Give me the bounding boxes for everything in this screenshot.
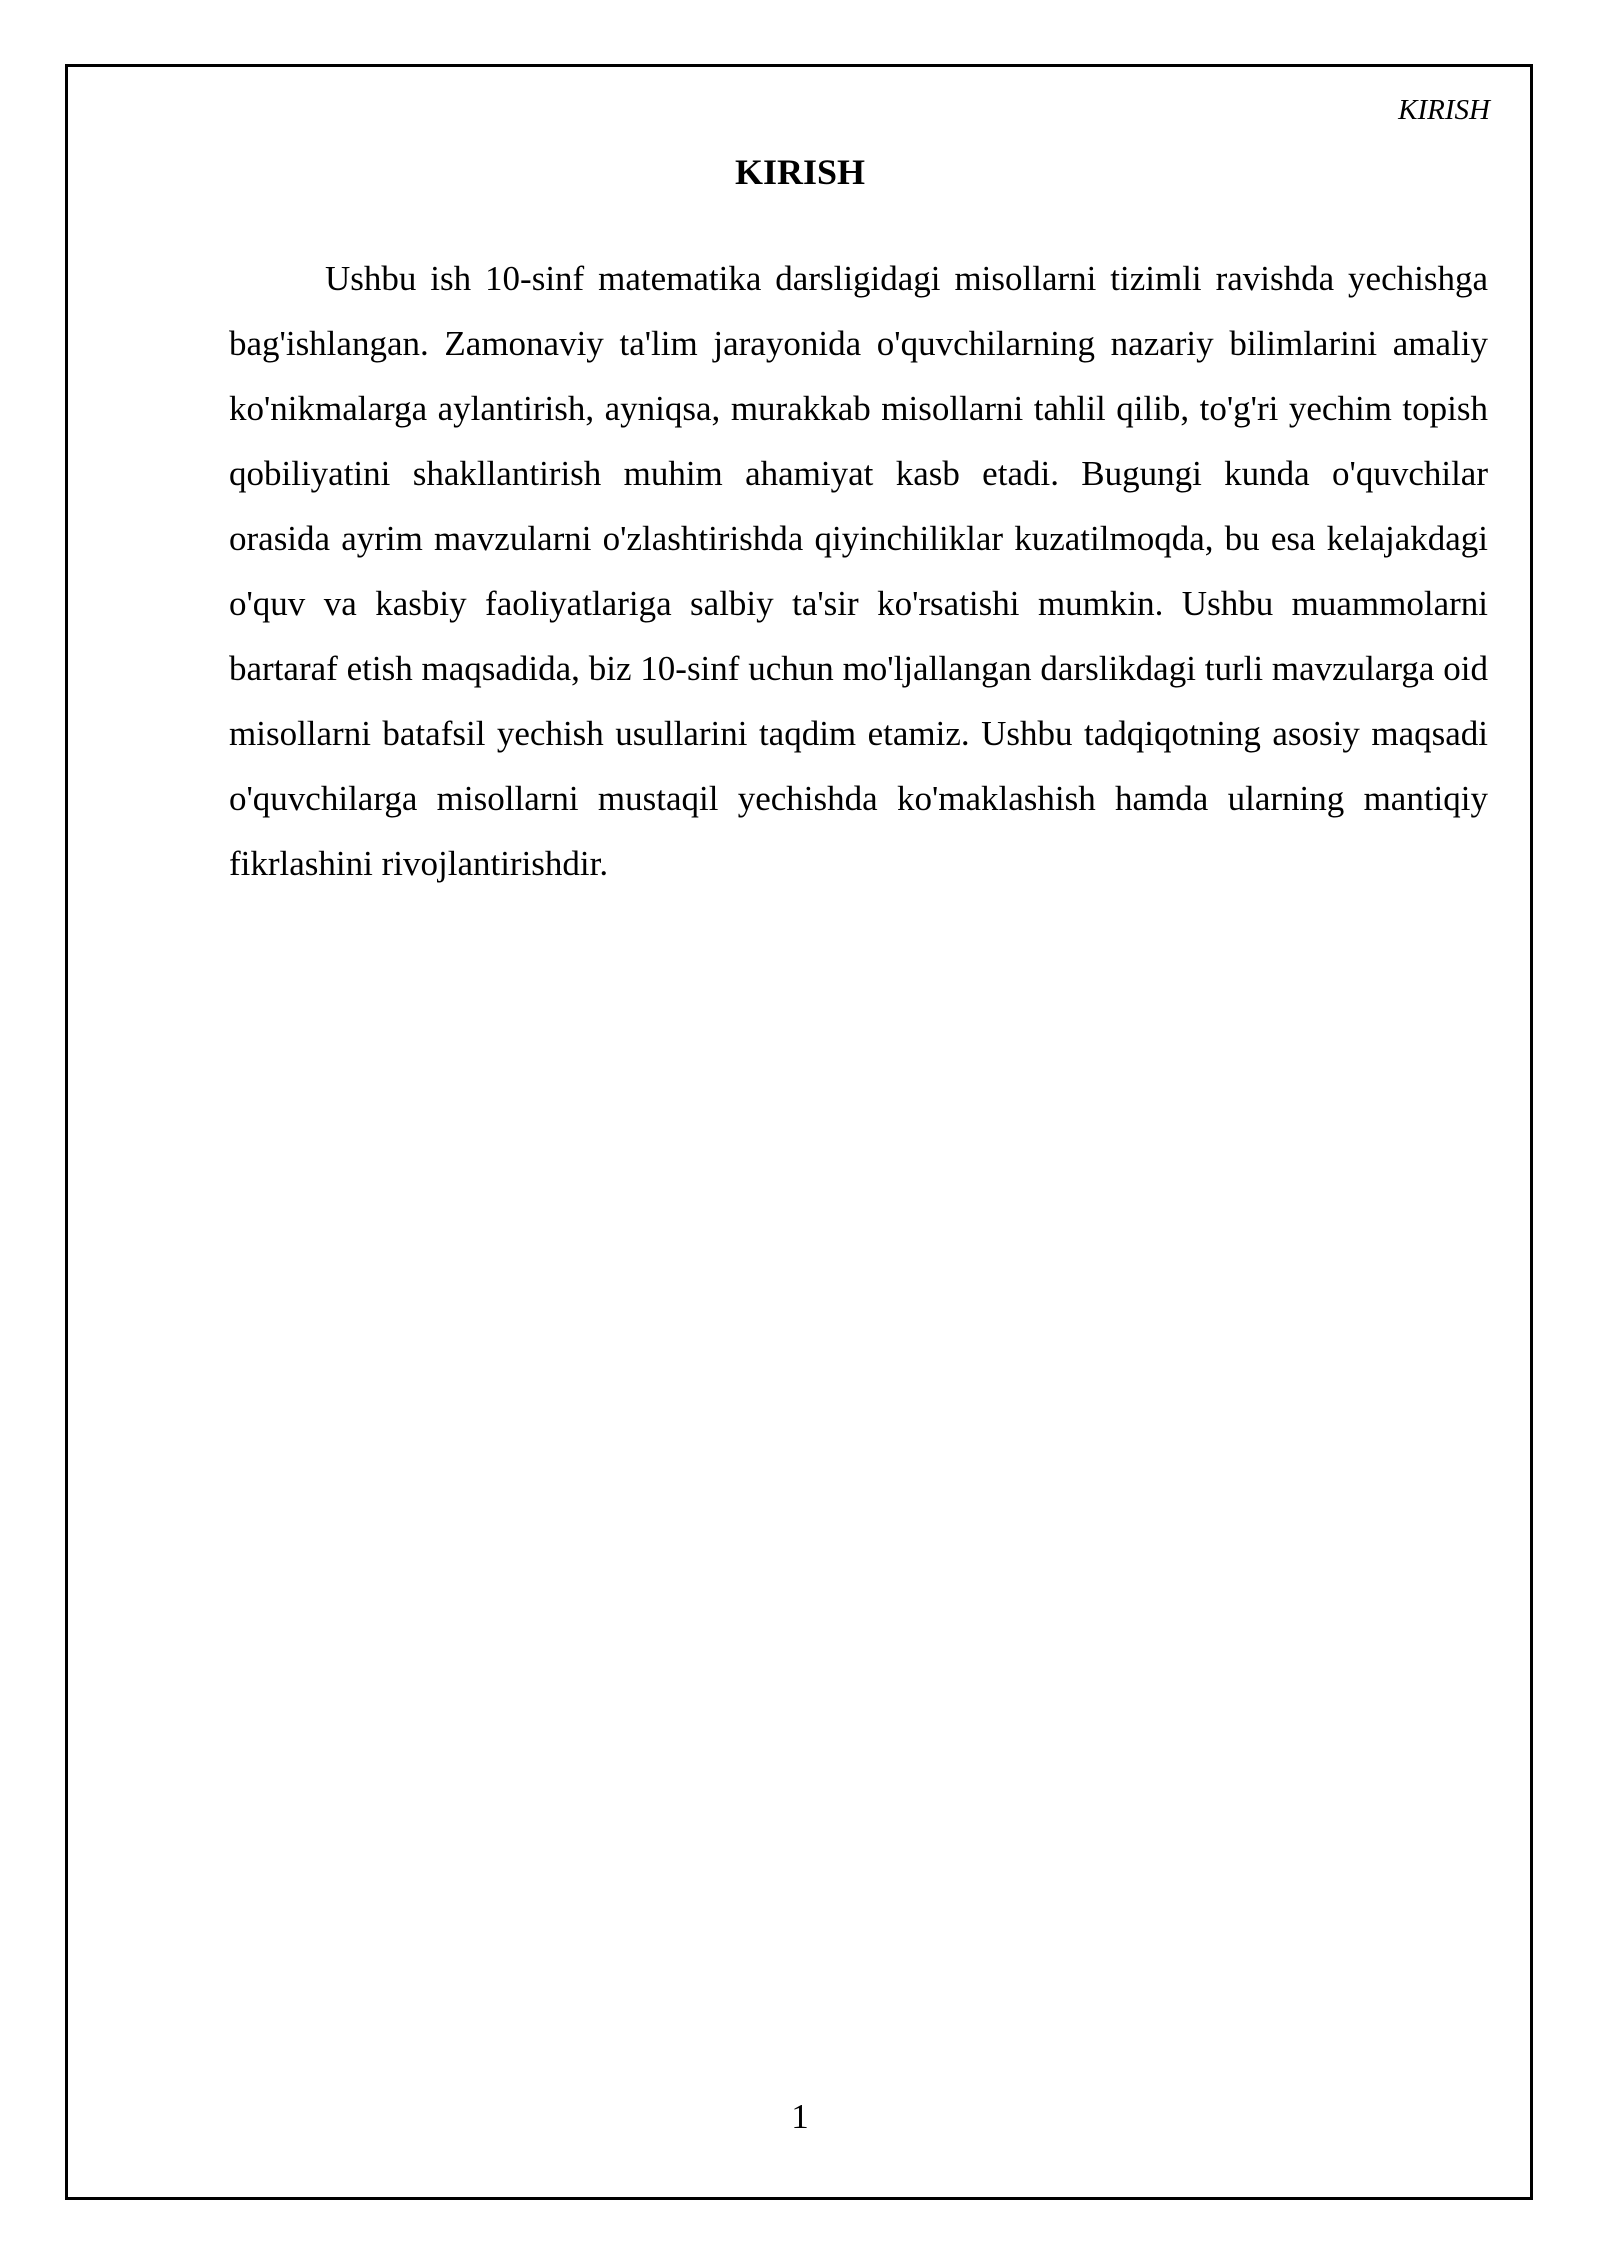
page-number: 1	[791, 2097, 809, 2136]
running-header: KIRISH	[1398, 94, 1490, 126]
page-title: KIRISH	[734, 152, 866, 192]
body-paragraph: Ushbu ish 10-sinf matematika darsligidagi misollarni tizimli ravishda yechishga bag'ishlangan. Zamonaviy ta'lim jarayonida o'quvchilarning nazariy bilimlarini amaliy ko'nikmalarga aylantirish, ayniqsa, murakkab misollarni tahlil qilib, to'g'ri yechim topish qobiliyatini shakllantirish muhim ahamiyat kasb etadi. Bugungi kunda o'quvchilar orasida ayrim mavzularni o'zlashtirishda qiyinchiliklar kuzatilmoqda, bu esa kelajakdagi o'quv va kasbiy faoliyatlariga salbiy ta'sir ko'rsatishi mumkin. Ushbu muammolarni bartaraf etish maqsadida, biz 10-sinf uchun mo'ljallangan darslikdagi turli mavzularga oid misollarni batafsil yechish usullarini taqdim etamiz. Ushbu tadqiqotning asosiy maqsadi o'quvchilarga misollarni mustaqil yechishda ko'maklashish hamda ularning mantiqiy fikrlashini rivojlantirishdir.	[229, 259, 1488, 883]
